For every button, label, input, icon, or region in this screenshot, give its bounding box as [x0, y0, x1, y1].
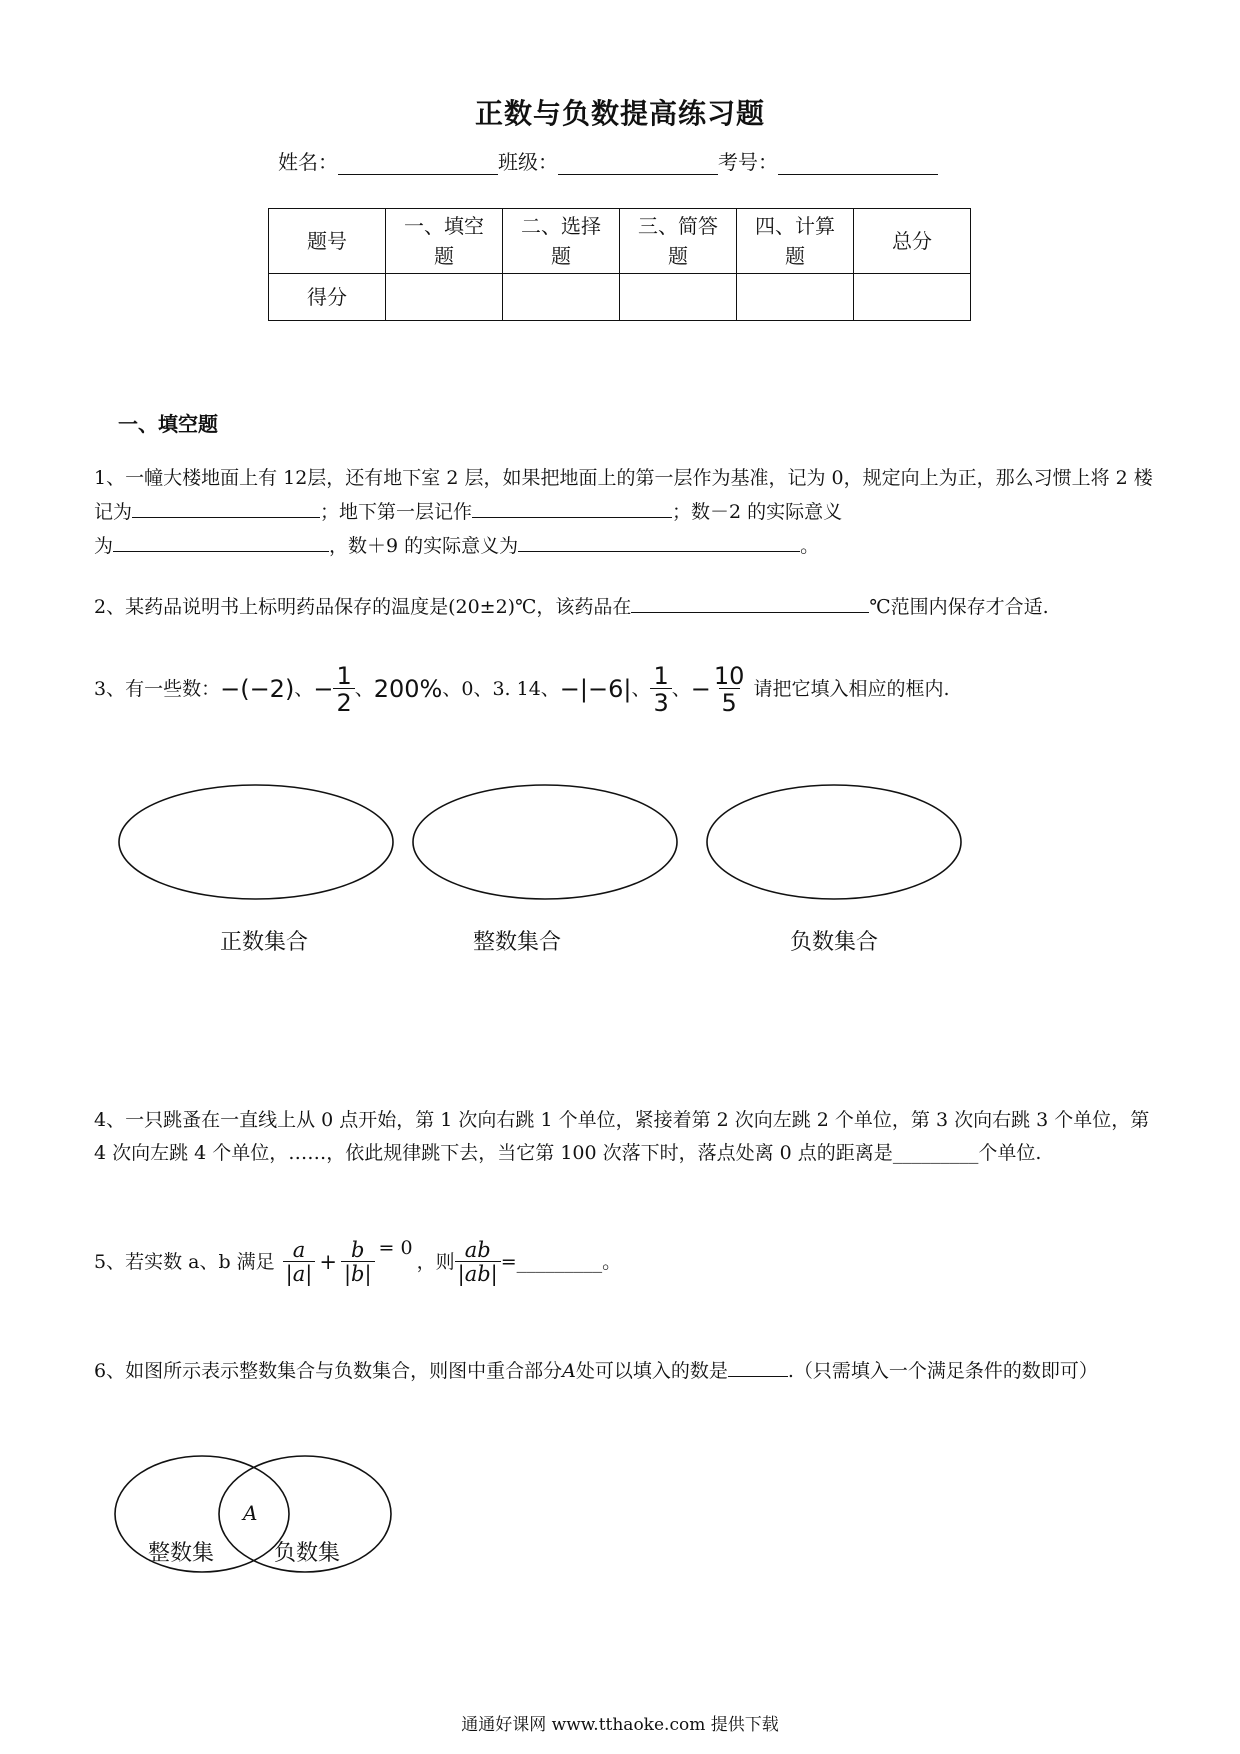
denominator: |b|: [341, 1261, 375, 1285]
score-input-cell[interactable]: [854, 274, 971, 321]
q1-text-a: 1、一幢大楼地面上有 12层，还有地下室 2 层，如果把地面上的第一层作为基准，记为 0，规定向上为正，那么习惯上将 2 楼记为: [94, 467, 1153, 523]
numerator: b: [351, 1238, 365, 1262]
venn-left-label: 整数集: [148, 1541, 215, 1566]
score-table-score-row: [269, 274, 971, 321]
separator: 、: [354, 678, 374, 700]
table-cell: 四、计算 题: [737, 209, 854, 274]
equals-sign: =: [500, 1251, 517, 1273]
q3-number-4: −|−6|: [559, 675, 632, 703]
denominator: 5: [719, 688, 740, 715]
q3-number-6-sign: −: [690, 675, 711, 703]
name-field[interactable]: [338, 154, 498, 175]
q4-text: 4、一只跳蚤在一直线上从 0 点开始，第 1 次向右跳 1 个单位，紧接着第 2 次向左跳 2 个单位，第 3 次向右跳 3 个单位，第 4 次向左跳 4 个单位，……，依此规律跳下去，当它第 100 次落下时，落点处离 0 点的距离是: [94, 1109, 1150, 1164]
integer-set-label: 整数集合: [473, 930, 562, 955]
positive-set-ellipse[interactable]: [119, 785, 393, 899]
positive-set-label: 正数集合: [220, 930, 309, 955]
q3-number-3: 200%: [373, 675, 443, 703]
class-label: 班级：: [498, 150, 558, 174]
q2-blank[interactable]: [631, 590, 869, 613]
section-heading: 一、填空题: [118, 412, 218, 436]
q1-blank-2[interactable]: [472, 495, 672, 518]
score-input-cell[interactable]: [386, 274, 503, 321]
numerator: ab: [464, 1238, 491, 1262]
q6-text-a: 6、如图所示表示整数集合与负数集合，则图中重合部分: [94, 1360, 563, 1382]
venn-overlap-label: A: [243, 1501, 258, 1525]
denominator: 3: [650, 688, 671, 715]
student-info-row: [278, 146, 938, 175]
separator: 、: [294, 678, 314, 700]
q1-blank-4[interactable]: [518, 529, 800, 552]
table-cell: 题号: [269, 209, 386, 274]
score-input-cell[interactable]: [620, 274, 737, 321]
integer-set-ellipse[interactable]: [413, 785, 677, 899]
name-label: 姓名：: [278, 150, 338, 174]
numerator: a: [292, 1238, 306, 1262]
separator: 、0、3. 14、: [442, 678, 560, 700]
question-2: [94, 590, 1154, 624]
q3-number-2-sign: −: [313, 675, 334, 703]
table-cell: 二、选择 题: [503, 209, 620, 274]
q1-text-d: 为: [94, 535, 114, 557]
q3-prefix: 3、有一些数：: [94, 678, 221, 700]
q3-number-5-fraction: [650, 664, 671, 715]
denominator: |a|: [283, 1261, 316, 1285]
q2-text-a: 2、某药品说明书上标明药品保存的温度是(20±2)℃，该药品在: [94, 596, 632, 618]
q5-fraction-ab: [455, 1240, 501, 1285]
negative-set-label: 负数集合: [790, 930, 879, 955]
q5-fraction-a: [283, 1240, 316, 1285]
q3-number-1: −(−2): [220, 675, 295, 703]
score-input-cell[interactable]: [737, 274, 854, 321]
id-field[interactable]: [778, 154, 938, 175]
equals-zero: = 0: [378, 1237, 413, 1259]
q1-text-b: ；地下第一层记作: [320, 501, 473, 523]
denominator: |ab|: [455, 1261, 501, 1285]
numerator: 10: [713, 662, 745, 690]
question-4: [94, 1104, 1154, 1170]
q6-text-b: 处可以填入的数是: [575, 1360, 728, 1382]
venn-diagram: [110, 1450, 410, 1590]
q3-suffix: 请把它填入相应的框内.: [753, 678, 950, 700]
question-1: [94, 462, 1154, 563]
question-3: [94, 664, 1154, 715]
q4-suffix: 个单位.: [978, 1142, 1042, 1164]
footer: 通通好课网 www.tthaoke.com 提供下载: [461, 1715, 779, 1735]
question-5: [94, 1237, 1154, 1286]
q5-fraction-b: [341, 1240, 375, 1285]
table-cell: 一、填空 题: [386, 209, 503, 274]
page-title: 正数与负数提高练习题: [474, 97, 765, 130]
q1-text-e: ，数＋9 的实际意义为: [329, 535, 519, 557]
q4-blank[interactable]: _________: [892, 1142, 979, 1164]
set-ellipses: [110, 780, 970, 930]
q1-blank-3[interactable]: [113, 529, 329, 552]
q6-blank[interactable]: [728, 1354, 788, 1377]
question-6: [94, 1354, 1154, 1388]
separator: 、: [671, 678, 691, 700]
q1-text-f: 。: [800, 535, 820, 557]
denominator: 2: [333, 688, 354, 715]
class-field[interactable]: [558, 154, 718, 175]
q6-variable: A: [562, 1360, 576, 1382]
q5-blank[interactable]: _________: [516, 1251, 603, 1273]
negative-set-ellipse[interactable]: [707, 785, 961, 899]
q3-number-2-fraction: [333, 664, 354, 715]
q5-mid: ，则: [416, 1251, 455, 1273]
numerator: 1: [653, 662, 669, 690]
numerator: 1: [336, 662, 352, 690]
q5-prefix: 5、若实数 a、b 满足: [94, 1251, 275, 1273]
q1-blank-1[interactable]: [132, 495, 320, 518]
q5-suffix: 。: [602, 1251, 622, 1273]
id-label: 考号：: [718, 150, 778, 174]
table-cell: 得分: [269, 274, 386, 321]
q6-text-c: .（只需填入一个满足条件的数即可）: [787, 1360, 1098, 1382]
separator: 、: [631, 678, 651, 700]
q3-number-6-fraction: [711, 664, 748, 715]
score-table-header-row: [269, 209, 971, 274]
table-cell: 总分: [854, 209, 971, 274]
table-cell: 三、简答 题: [620, 209, 737, 274]
venn-right-label: 负数集: [274, 1541, 341, 1566]
plus-sign: +: [319, 1250, 337, 1274]
score-input-cell[interactable]: [503, 274, 620, 321]
q2-text-b: ℃范围内保存才合适.: [869, 596, 1049, 618]
score-table: [268, 208, 971, 321]
q1-text-c: ；数－2 的实际意义: [672, 501, 843, 523]
